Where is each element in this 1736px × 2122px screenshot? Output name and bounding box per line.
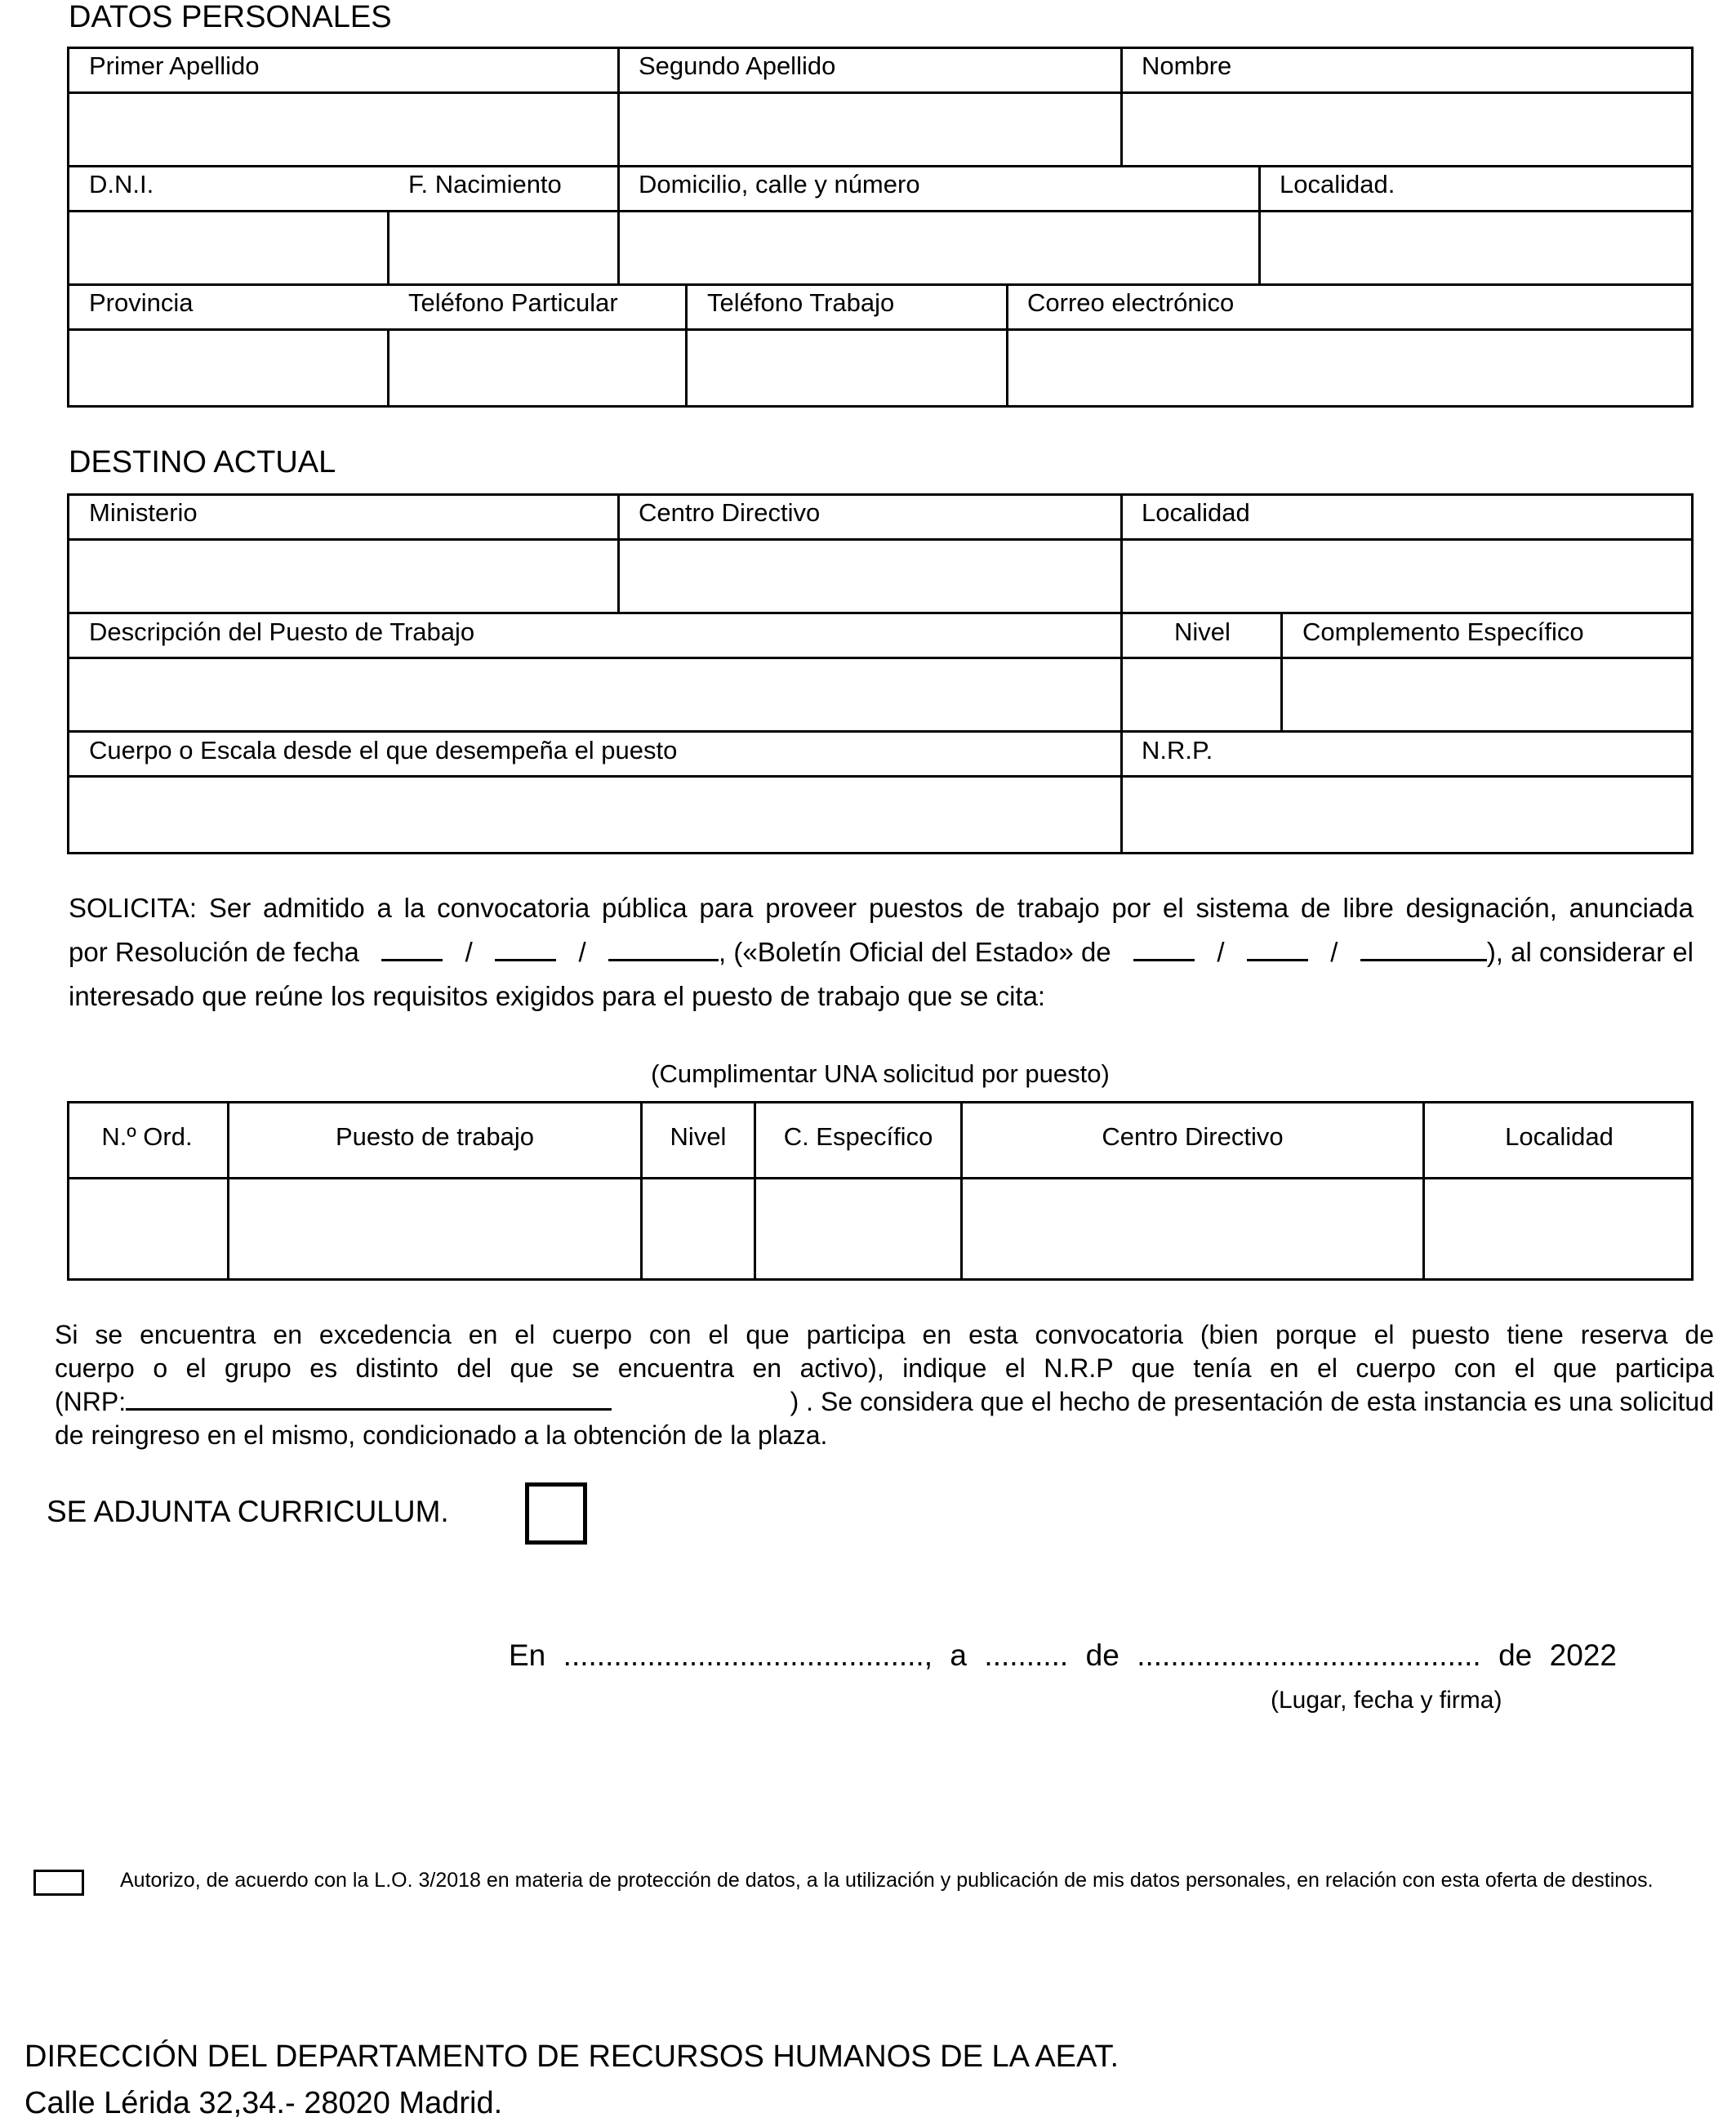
- label-telefono-particular: Teléfono Particular: [408, 288, 618, 317]
- fecha-dia-blank[interactable]: [381, 939, 443, 961]
- nombre-field[interactable]: [1124, 95, 1690, 163]
- complemento-field[interactable]: [1284, 660, 1690, 729]
- puesto-trabajo-field[interactable]: [230, 1180, 639, 1277]
- excedencia-line-4: de reingreso en el mismo, condicionado a la obtención de la plaza.: [55, 1420, 828, 1450]
- footer-line-2: Calle Lérida 32,34.- 28020 Madrid.: [24, 2086, 503, 2120]
- label-ministerio: Ministerio: [89, 498, 198, 527]
- descripcion-puesto-field[interactable]: [70, 660, 1119, 729]
- label-descripcion-puesto: Descripción del Puesto de Trabajo: [89, 617, 475, 646]
- excedencia-paragraph: [55, 1318, 1714, 1452]
- puestos-note: (Cumplimentar UNA solicitud por puesto): [651, 1059, 1110, 1088]
- cuerpo-escala-field[interactable]: [70, 778, 1119, 851]
- col-header-n-ord: N.º Ord.: [101, 1122, 193, 1151]
- puesto-localidad-field[interactable]: [1426, 1180, 1690, 1277]
- destino-localidad-field[interactable]: [1124, 542, 1690, 610]
- puesto-nivel-field[interactable]: [643, 1180, 752, 1277]
- boe-dia-blank[interactable]: [1133, 939, 1195, 961]
- col-header-c-especifico: C. Específico: [783, 1122, 933, 1151]
- excedencia-line-2: cuerpo o el grupo es distinto del que se encuentra en activo), indique el N.R.P que tenía en el cuerpo con el que participa: [55, 1353, 1714, 1383]
- nivel-field[interactable]: [1124, 660, 1279, 729]
- col-header-puesto: Puesto de trabajo: [335, 1122, 534, 1151]
- label-primer-apellido: Primer Apellido: [89, 51, 260, 80]
- label-telefono-trabajo: Teléfono Trabajo: [707, 288, 895, 317]
- autorizo-text: Autorizo, de acuerdo con la L.O. 3/2018 en materia de protección de datos, a la utilización y publicación de mis datos personales, en relación con esta oferta de destinos.: [120, 1869, 1654, 1892]
- puesto-centro-directivo-field[interactable]: [964, 1180, 1421, 1277]
- solicita-line-3: interesado que reúne los requisitos exigidos para el puesto de trabajo que se cita:: [69, 981, 1046, 1011]
- label-centro-directivo: Centro Directivo: [639, 498, 821, 527]
- boe-mes-blank[interactable]: [1247, 939, 1308, 961]
- label-dni: D.N.I.: [89, 170, 154, 198]
- correo-field[interactable]: [1009, 332, 1690, 404]
- puesto-c-especifico-field[interactable]: [757, 1180, 959, 1277]
- telefono-trabajo-field[interactable]: [688, 332, 1004, 404]
- primer-apellido-field[interactable]: [70, 95, 616, 163]
- firma-caption: (Lugar, fecha y firma): [1271, 1687, 1502, 1714]
- boe-anio-blank[interactable]: [1360, 939, 1487, 961]
- excedencia-line-1: Si se encuentra en excedencia en el cuerpo con el que participa en esta convocatoria (bien porque el puesto tiene reserva de: [55, 1320, 1714, 1349]
- curriculum-label: SE ADJUNTA CURRICULUM.: [47, 1495, 449, 1528]
- label-provincia: Provincia: [89, 288, 194, 317]
- domicilio-field[interactable]: [621, 213, 1257, 282]
- solicita-paragraph: [69, 886, 1694, 1019]
- solicita-line-2: por Resolución de fecha / / , («Boletín Oficial del Estado» de / / ), al considerar el: [69, 937, 1694, 967]
- telefono-particular-field[interactable]: [390, 332, 683, 404]
- label-segundo-apellido: Segundo Apellido: [639, 51, 836, 80]
- section-title-destino-actual: DESTINO ACTUAL: [69, 445, 336, 479]
- provincia-field[interactable]: [70, 332, 385, 404]
- firma-line: En ..........................................., a .......... de ......................................... de 2022: [509, 1638, 1617, 1672]
- label-nrp: N.R.P.: [1142, 736, 1213, 765]
- nrp-field[interactable]: [1124, 778, 1690, 851]
- label-nivel: Nivel: [1174, 617, 1231, 646]
- label-correo: Correo electrónico: [1027, 288, 1235, 317]
- excedencia-line-3: (NRP: ) . Se considera que el hecho de presentación de esta instancia es una solicitud: [55, 1387, 1714, 1416]
- localidad-field[interactable]: [1262, 213, 1690, 282]
- footer-line-1: DIRECCIÓN DEL DEPARTAMENTO DE RECURSOS HUMANOS DE LA AEAT.: [24, 2040, 1119, 2074]
- fecha-mes-blank[interactable]: [495, 939, 556, 961]
- label-destino-localidad: Localidad: [1142, 498, 1250, 527]
- col-header-nivel: Nivel: [670, 1122, 727, 1151]
- autorizo-checkbox[interactable]: [33, 1870, 84, 1896]
- label-f-nacimiento: F. Nacimiento: [408, 170, 562, 198]
- label-cuerpo-escala: Cuerpo o Escala desde el que desempeña el puesto: [89, 736, 678, 765]
- label-nombre: Nombre: [1142, 51, 1232, 80]
- section-title-datos-personales: DATOS PERSONALES: [69, 0, 392, 34]
- label-domicilio: Domicilio, calle y número: [639, 170, 920, 198]
- puesto-n-ord-field[interactable]: [70, 1180, 225, 1277]
- centro-directivo-field[interactable]: [621, 542, 1119, 610]
- dni-field[interactable]: [70, 213, 385, 282]
- col-header-centro-directivo: Centro Directivo: [1102, 1122, 1284, 1151]
- curriculum-checkbox[interactable]: [525, 1482, 587, 1545]
- solicita-line-1: SOLICITA: Ser admitido a la convocatoria pública para proveer puestos de trabajo por el sistema de libre designación, anunciada: [69, 893, 1694, 923]
- ministerio-field[interactable]: [70, 542, 616, 610]
- col-header-localidad: Localidad: [1505, 1122, 1614, 1151]
- label-localidad: Localidad.: [1280, 170, 1395, 198]
- segundo-apellido-field[interactable]: [621, 95, 1119, 163]
- f-nacimiento-field[interactable]: [390, 213, 616, 282]
- label-complemento: Complemento Específico: [1302, 617, 1584, 646]
- fecha-anio-blank[interactable]: [608, 939, 719, 961]
- nrp-excedencia-blank[interactable]: [126, 1389, 612, 1411]
